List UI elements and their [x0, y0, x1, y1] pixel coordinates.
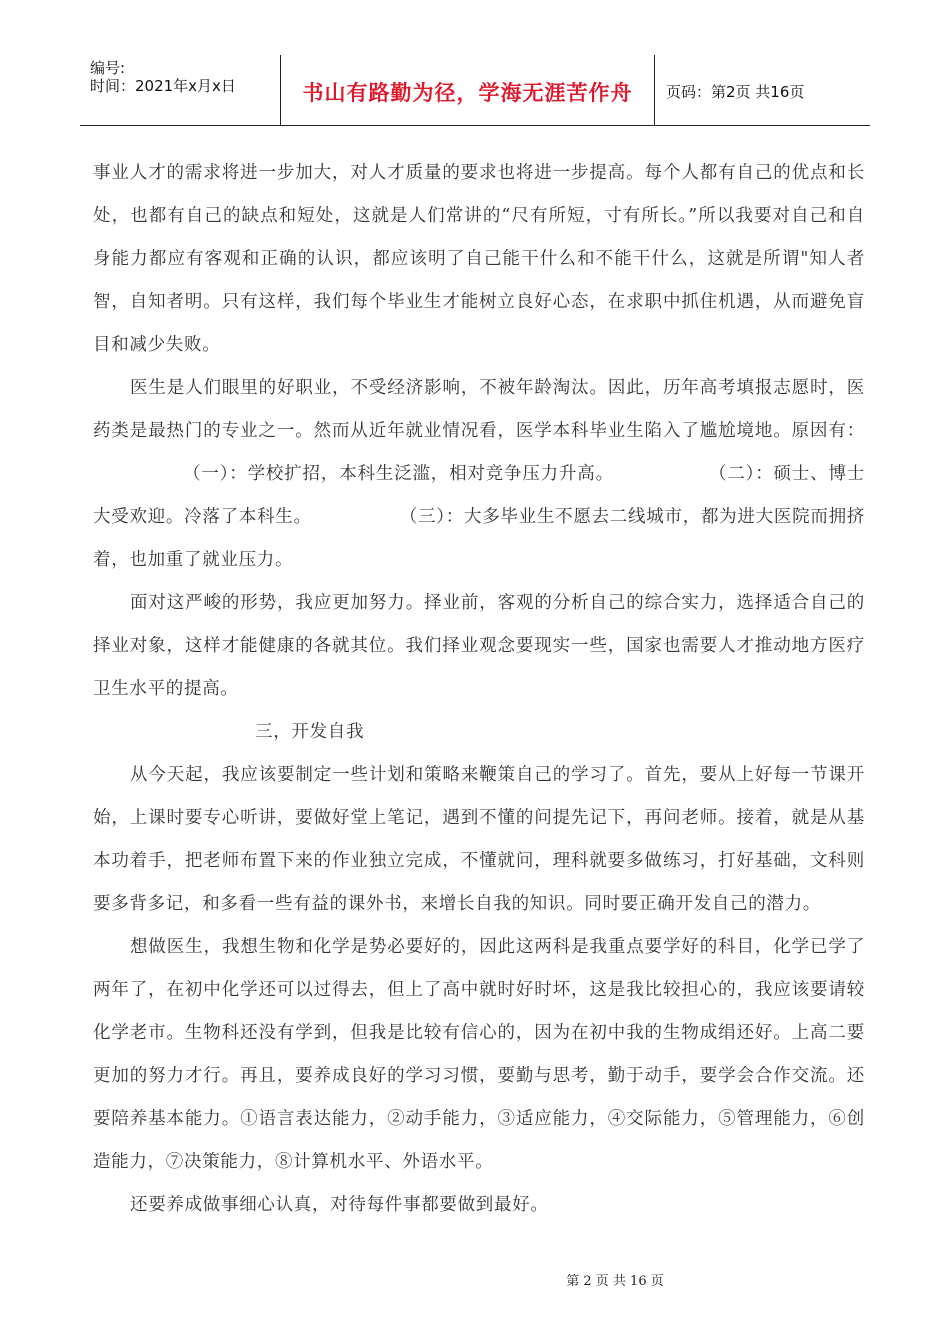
section-heading: 三，开发自我: [255, 722, 365, 742]
paragraph: 从今天起，我应该要制定一些计划和策略来鞭策自己的学习了。首先，要从上好每一节课开始，上课时要专心听讲，要做好堂上笔记，遇到不懂的问提先记下，再问老师。接着，就是从基本功着手，把老师布置下来的作业独立完成，不懂就问，理科就要多做练习，打好基础，文科则要多背多记，和多看一些有益的课外书，来增长自我的知识。同时要正确开发自己的潜力。: [93, 765, 865, 914]
paragraph-text: 医生是人们眼里的好职业，不受经济影响，不被年龄淘汰。因此，历年高考填报志愿时，医药类是最热门的专业之一。然而从近年就业情况看，医学本科毕业生陷入了尴尬境地。原因有：: [93, 378, 865, 441]
number-label: 编号:: [90, 59, 126, 77]
document-body: [93, 152, 865, 1227]
paragraph: 还要养成做事细心认真，对待每件事都要做到最好。: [130, 1195, 549, 1215]
reason-item: （三）：大多毕业生不愿去二线城市，都为进大医院而拥挤着，也加重了就业压力。: [93, 507, 865, 570]
reason-item: （二）：硕士、博士大受欢迎。冷落了本科生。: [93, 464, 865, 527]
paragraph: 事业人才的需求将进一步加大，对人才质量的要求也将进一步提高。每个人都有自己的优点和长处，也都有自己的缺点和短处，这就是人们常讲的“尺有所短，寸有所长。”所以我要对自己和自身能力都应有客观和正确的认识，都应该明了自己能干什么和不能干什么，这就是所谓"知人者智，自知者明。只有这样，我们每个毕业生才能树立良好心态，在求职中抓住机遇，从而避免盲目和减少失败。: [93, 163, 865, 355]
header-page-number: 页码：第2页 共16页: [666, 83, 805, 101]
header-divider: [654, 55, 655, 125]
page-footer: 第 2 页 共 16 页: [566, 1274, 664, 1289]
page-header: [80, 55, 870, 126]
header-meta: [90, 59, 290, 95]
paragraph: 想做医生，我想生物和化学是势必要好的，因此这两科是我重点要学好的科目，化学已学了两年了，在初中化学还可以过得去，但上了高中就时好时坏，这是我比较担心的，我应该要请较化学老市。生物科还没有学到，但我是比较有信心的，因为在初中我的生物成绢还好。上高二要更加的努力才行。再且，要养成良好的学习习惯，要勤与思考，勤于动手，要学会合作交流。还要陪养基本能力。①语言表达能力，②动手能力，③适应能力，④交际能力，⑤管理能力，⑥创造能力，⑦决策能力，⑧计算机水平、外语水平。: [93, 937, 865, 1172]
time-label: 时间：2021年x月x日: [90, 77, 236, 95]
header-motto: 书山有路勤为径，学海无涯苦作舟: [302, 81, 633, 105]
paragraph: [93, 367, 865, 582]
reason-item: （一）：学校扩招，本科生泛滥，相对竞争压力升高。: [183, 464, 614, 484]
paragraph: 面对这严峻的形势，我应更加努力。择业前，客观的分析自己的综合实力，选择适合自己的择业对象，这样才能健康的各就其位。我们择业观念要现实一些，国家也需要人才推动地方医疗卫生水平的提高。: [93, 593, 865, 699]
